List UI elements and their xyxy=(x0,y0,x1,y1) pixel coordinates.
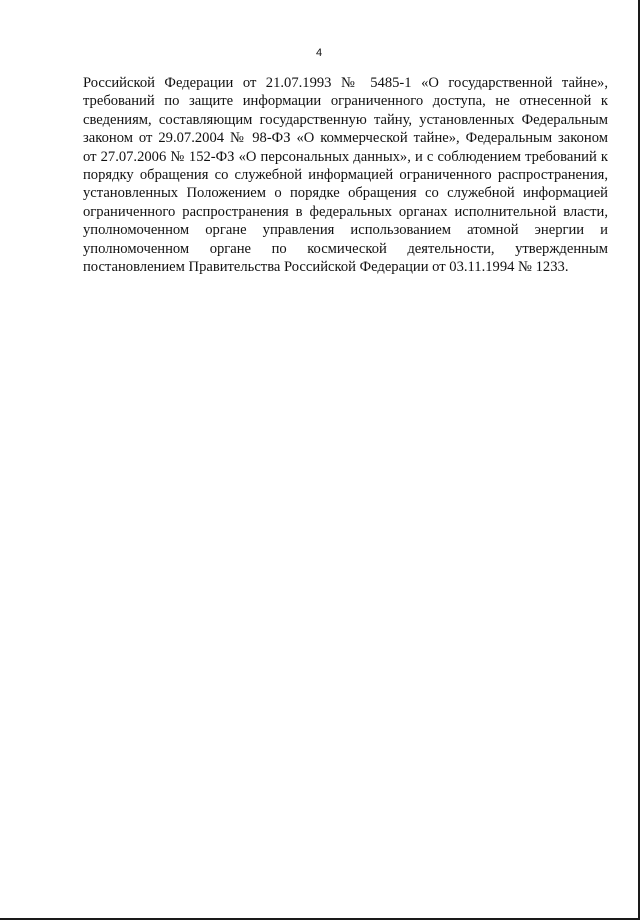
paragraph-line: постановлением Правительства Российской Федерации от 03.11.1994 № 1233. xyxy=(83,259,569,276)
paragraph-line: законом от 29.07.2004 № 98-ФЗ «О коммерческой тайне», Федеральным законом xyxy=(83,130,608,147)
paragraph-line: уполномоченном органе по космической деятельности, утвержденным xyxy=(83,240,608,257)
paragraph-line: Российской Федерации от 21.07.1993 № 5485-1 «О государственной тайне», xyxy=(83,75,608,91)
paragraph-line: от 27.07.2006 № 152-ФЗ «О персональных данных», и с соблюдением требований к xyxy=(83,148,608,165)
body-paragraph xyxy=(83,74,608,276)
paragraph-line: установленных Положением о порядке обращения со служебной информацией xyxy=(83,185,608,202)
page-number: 4 xyxy=(315,47,323,59)
paragraph-line: требований по защите информации ограниченного доступа, не отнесенной к xyxy=(83,93,608,110)
paragraph-line: порядку обращения со служебной информацией ограниченного распространения, xyxy=(83,167,608,184)
paragraph-line: сведениям, составляющим государственную тайну, установленных Федеральным xyxy=(83,111,608,128)
paragraph-line: уполномоченном органе управления использованием атомной энергии и xyxy=(83,222,608,239)
paragraph-line: ограниченного распространения в федеральных органах исполнительной власти, xyxy=(83,203,608,220)
